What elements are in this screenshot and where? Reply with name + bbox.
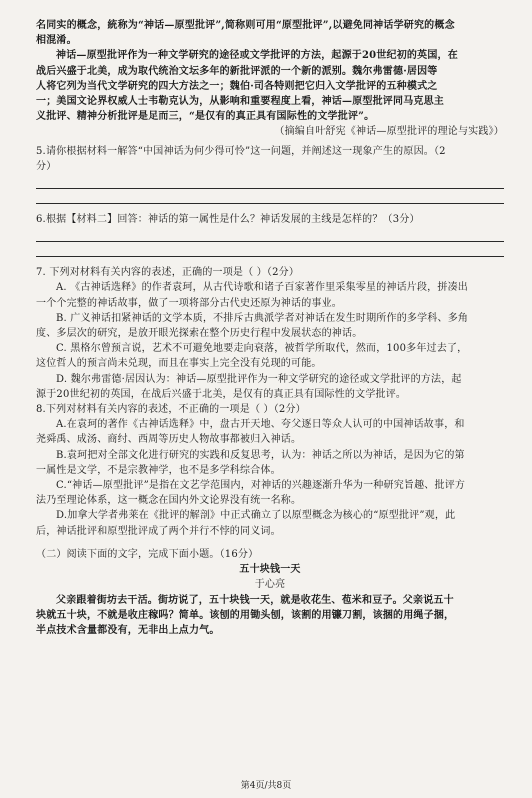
question-5: 5.请你根据材料一解答“中国神话为何少得可怜”这一问题，并阐述这一现象产生的原因。（2 xyxy=(36,145,446,157)
passage-line: 父亲跟着街坊去干活。街坊说了，五十块钱一天，就是收花生、苞米和豆子。父亲说五十 xyxy=(56,594,454,606)
answer-line xyxy=(36,256,504,257)
text-line: 名同实的概念，統称为“神话—原型批评”,简称则可用“原型批评”,以避免同神话学研究的概念 xyxy=(36,20,455,31)
passage-line: 块就五十块，不就是收庄稼吗？简单。该刨的用锄头刨，该割的用镰刀割，该捆的用绳子捆， xyxy=(36,609,455,621)
option-b: B.袁珂把对全部文化进行研究的实践和反复思考，认为：神话之所以为神话，是因为它的第 xyxy=(56,449,465,461)
passage-line: 半点技术含量都没有，无非出上点力气。 xyxy=(36,624,220,636)
option-a: A. 《古神话选释》的作者袁珂，从古代诗歌和诸子百家著作里采集零星的神话片段，拼凑出 xyxy=(56,282,468,294)
question-7-stem: 7. 下列对材料有关内容的表述，正确的一项是（ ）（2分） xyxy=(36,267,300,279)
option-a-cont: 一个个完整的神话故事，做了一项将部分古代史还原为神话的事业。 xyxy=(36,297,342,309)
question-5-cont: 分） xyxy=(36,160,57,172)
passage-author: 于心亮 xyxy=(254,579,286,591)
section-header: （二）阅读下面的文字，完成下面小题。（16分） xyxy=(36,548,259,560)
option-a: A.在袁珂的著作《古神话选释》中，盘古开天地、夸父逐日等众人认可的中国神话故事，和 xyxy=(56,419,465,431)
question-8-stem: 8.下列对材料有关内容的表述，不正确的一项是（ ）（2分） xyxy=(36,404,306,416)
option-c-cont: 这位哲人的预言尚未兑现，而且在事实上完全没有兑现的可能。 xyxy=(36,358,322,370)
option-c-cont: 法乃至理论体系，这一概念在国内外文论界没有统一名称。 xyxy=(36,495,302,507)
text-line: 人将它列为当代文学研究的四大方法之一；魏伯·司各特则把它归入文学批评的五种模式之 xyxy=(36,80,438,92)
option-c: C. 黑格尔曾预言说，艺术不可避免地要走向衰落，被哲学所取代，然而，100多年过去了， xyxy=(56,343,468,355)
passage-title: 五十块钱一天 xyxy=(239,564,301,576)
source-citation: （摘编自叶舒宪《神话—原型批评的理论与实践》） xyxy=(274,126,504,138)
option-b-cont: 一属性是文学，不是宗教神学，也不是多学科综合体。 xyxy=(36,464,281,476)
option-d-cont: 后，神话批评和原型批评成了两个并行不悖的同义词。 xyxy=(36,525,281,537)
option-a-cont: 尧舜禹、成汤、商纣、西周等历史人物故事都被归入神话。 xyxy=(36,434,302,446)
option-d: D. 魏尔弗雷德·居因认为：神话—原型批评作为一种文学研究的途径或文学批评的方法，起 xyxy=(56,373,462,385)
text-line: 义批评、精神分析批评是足而三，“是仅有的真正具有国际性的文学批评”。 xyxy=(36,111,375,123)
page-number: 第4页/共8页 xyxy=(240,781,292,791)
option-c: C.“神话—原型批评”是指在文艺学范围内，对神话的兴趣逐渐升华为一种研究旨趣、批评方 xyxy=(56,480,466,492)
option-d: D.加拿大学者弗莱在《批评的解剖》中正式确立了以原型概念为核心的“原型批评”观，此 xyxy=(56,510,456,522)
answer-line xyxy=(36,188,504,189)
option-b: B. 广义神话扣紧神话的文学本质，不排斥古典派学者对神话在发生时期所作的多学科、多角 xyxy=(56,312,469,324)
text-line: 神话—原型批评作为一种文学研究的途径或文学批评的方法，起源于20世纪初的英国，在 xyxy=(56,50,458,62)
question-6: 6.根据【材料二】回答：神话的第一属性是什么？神话发展的主线是怎样的？（3分） xyxy=(36,214,420,226)
option-d-cont: 源于20世纪初的英国，在战后兴盛于北美，是仅有的真正具有国际性的文学批评。 xyxy=(36,388,407,400)
text-line: 战后兴盛于北美，成为取代统治文坛多年的新批评派的一个新的派别。魏尔弗雷德·居因等 xyxy=(36,65,438,77)
answer-line xyxy=(36,203,504,204)
text-line: 相混淆。 xyxy=(36,35,77,47)
text-line: 一；美国文论界权威人士韦勒克认为，从影响和重要程度上看，神话—原型批评同马克思主 xyxy=(36,96,444,108)
answer-line xyxy=(36,241,504,242)
option-b-cont: 度、多层次的研究，是放开眼光探索在整个历史行程中发展状态的神话。 xyxy=(36,328,363,340)
